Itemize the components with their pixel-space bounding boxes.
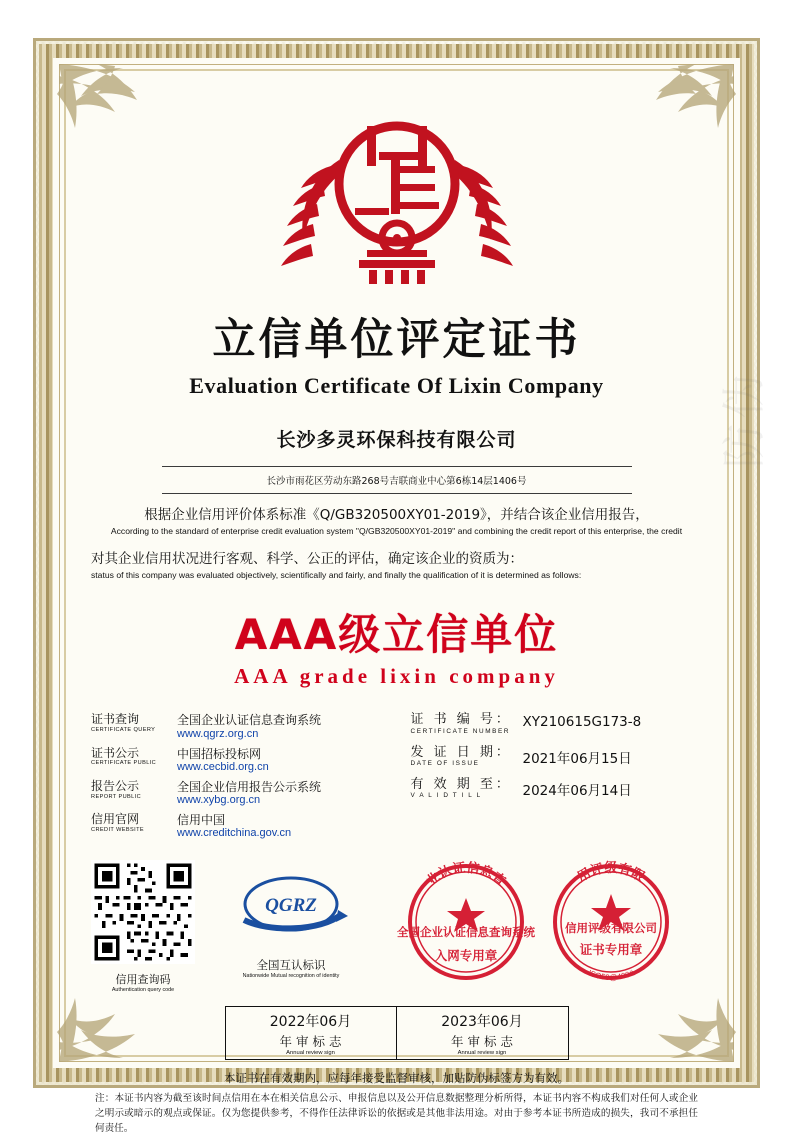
query-value-cn: 全国企业信用报告公示系统 <box>177 779 322 794</box>
annual-review-label-en: Annual review sign <box>286 1049 335 1056</box>
query-value-url[interactable]: www.xybg.org.cn <box>177 794 261 807</box>
annual-review-date: 2023年06月 <box>441 1013 523 1030</box>
query-value <box>177 747 397 775</box>
query-item-certificate-query <box>91 713 397 741</box>
query-label <box>91 713 177 733</box>
detail-date-of-issue <box>411 746 703 767</box>
query-item-certificate-public <box>91 747 397 775</box>
query-value-url[interactable]: www.qgrz.org.cn <box>177 727 259 740</box>
query-label-en: REPORT PUBLIC <box>91 793 142 800</box>
svg-text:全国企业认证信息查询系统: 全国企业认证信息查询系统 <box>397 925 535 939</box>
detail-valid-till <box>411 778 703 799</box>
info-section <box>87 713 706 846</box>
annual-review-date: 2022年06月 <box>269 1013 352 1030</box>
query-label <box>91 780 177 800</box>
page-title-en: Evaluation Certificate Of Lixin Company <box>189 373 604 398</box>
query-label-cn: 证书查询 <box>91 712 140 727</box>
certificate-emblem <box>247 100 547 300</box>
annual-review-label-cn: 年 审 标 志 <box>451 1033 513 1049</box>
query-label-en: CREDIT WEBSITE <box>91 826 145 833</box>
query-label <box>91 813 177 833</box>
qgrz-caption-cn: 全国互认标识 <box>256 958 326 972</box>
detail-certificate-number <box>411 713 703 734</box>
query-label-cn: 信用官网 <box>91 811 140 826</box>
certificate-document <box>33 38 760 1134</box>
qgrz-logo-icon <box>232 870 350 948</box>
grade-title-cn: AAA级立信单位 <box>234 610 559 660</box>
query-item-report-public <box>91 780 397 808</box>
detail-list <box>397 713 703 846</box>
qgrz-logo-block <box>232 870 350 979</box>
paragraph-2 <box>87 550 706 580</box>
official-seal-network-icon <box>382 860 550 988</box>
paragraph-1 <box>87 506 706 536</box>
official-seal-certificate-icon <box>527 860 695 988</box>
detail-label-cn: 证 书 编 号： <box>410 712 512 728</box>
detail-label <box>411 713 523 734</box>
paragraph-1-en: According to the standard of enterprise credit evaluation system "Q/GB320500XY01-2019" and combining the credit report of this enterprise, the credit <box>110 526 683 537</box>
annual-review-table <box>87 1006 706 1060</box>
svg-text:入网专用章: 入网专用章 <box>434 948 498 963</box>
paragraph-2-cn: 对其企业信用状况进行客观、科学、公正的评估，确定该企业的资质为： <box>91 551 523 568</box>
query-item-credit-website <box>91 813 397 841</box>
paragraph-2-en: status of this company was evaluated objectively, scientifically and fairly, and finally the qualification of it is determined as follows: <box>91 570 582 581</box>
query-label-cn: 报告公示 <box>91 778 140 793</box>
annual-review-cell-2023 <box>397 1006 569 1060</box>
annual-review-label-en: Annual review sign <box>457 1049 507 1056</box>
svg-text:业认证信息查: 业认证信息查 <box>423 860 509 890</box>
detail-label-en: DATE OF ISSUE <box>410 760 480 768</box>
paragraph-1-cn: 根据企业信用评价体系标准《Q/GB320500XY01-2019》，并结合该企业信用报告， <box>144 507 649 523</box>
svg-text:用评级有限: 用评级有限 <box>575 861 647 886</box>
detail-label <box>411 746 523 767</box>
annual-review-label-cn: 年 审 标 志 <box>279 1033 342 1049</box>
query-list <box>91 713 397 846</box>
footer-note-main: 本证书在有效期内，应每年接受监督审核，加贴防伪标签方为有效。 <box>224 1071 569 1085</box>
svg-text:ISO50@400#: ISO50@400# <box>586 968 636 983</box>
qr-code-block <box>91 860 195 993</box>
query-value <box>177 813 397 841</box>
company-address: 长沙市雨花区劳动东路268号吉联商业中心第6栋14层1406号 <box>266 476 527 487</box>
detail-value: 2024年06月14日 <box>522 783 632 800</box>
svg-text:证书专用章: 证书专用章 <box>579 942 643 957</box>
query-label-cn: 证书公示 <box>91 745 140 760</box>
detail-label <box>411 778 523 799</box>
qgrz-caption-en: Nationwide Mutual recognition of identity <box>242 973 340 979</box>
annual-review-cell-2022 <box>225 1006 397 1060</box>
query-value-cn: 中国招标投标网 <box>177 746 262 761</box>
divider-bottom <box>162 493 632 494</box>
detail-value: 2021年06月15日 <box>522 750 632 767</box>
query-value-url[interactable]: www.cecbid.org.cn <box>177 760 269 773</box>
query-value <box>177 713 397 741</box>
qr-code-icon[interactable] <box>91 860 195 964</box>
detail-label-cn: 有 效 期 至： <box>410 777 512 793</box>
badges-row <box>87 860 706 1000</box>
query-label-en: CERTIFICATE QUERY <box>91 727 156 734</box>
detail-label-en: V A L I D T I L L <box>410 792 482 800</box>
detail-label-cn: 发 证 日 期： <box>410 744 512 760</box>
query-value <box>177 780 397 808</box>
query-value-cn: 信用中国 <box>177 812 226 827</box>
query-label <box>91 747 177 767</box>
detail-value: XY210615G173-8 <box>522 714 642 731</box>
footer-note-small: 注：本证书内容为截至该时间点信用在本在相关信息公示、申报信息以及公开信息数据整理分析所得，本证书内容不构成我们对任何人或企业之明示或暗示的观点或保证。仅为您提供参考，不得作任法律诉讼的依据或是其他非法用途。对由于参考本证书所造成的损失，我司不承担任何责任。 <box>95 1093 698 1134</box>
qr-caption-cn: 信用查询码 <box>115 973 171 986</box>
detail-label-en: CERTIFICATE NUMBER <box>410 727 511 735</box>
page-title-cn: 立信单位评定证书 <box>212 315 581 365</box>
query-value-cn: 全国企业认证信息查询系统 <box>177 713 322 728</box>
divider-top <box>162 466 632 467</box>
svg-text:QGRZ: QGRZ <box>265 895 317 916</box>
grade-title-en: AAA grade lixin company <box>234 664 559 689</box>
query-value-url[interactable]: www.creditchina.gov.cn <box>177 827 292 840</box>
company-name: 长沙多灵环保科技有限公司 <box>276 429 517 451</box>
svg-text:信用评级有限公司: 信用评级有限公司 <box>565 921 657 935</box>
query-label-en: CERTIFICATE PUBLIC <box>91 760 157 767</box>
qr-caption-en: Authentication query code <box>111 987 175 993</box>
